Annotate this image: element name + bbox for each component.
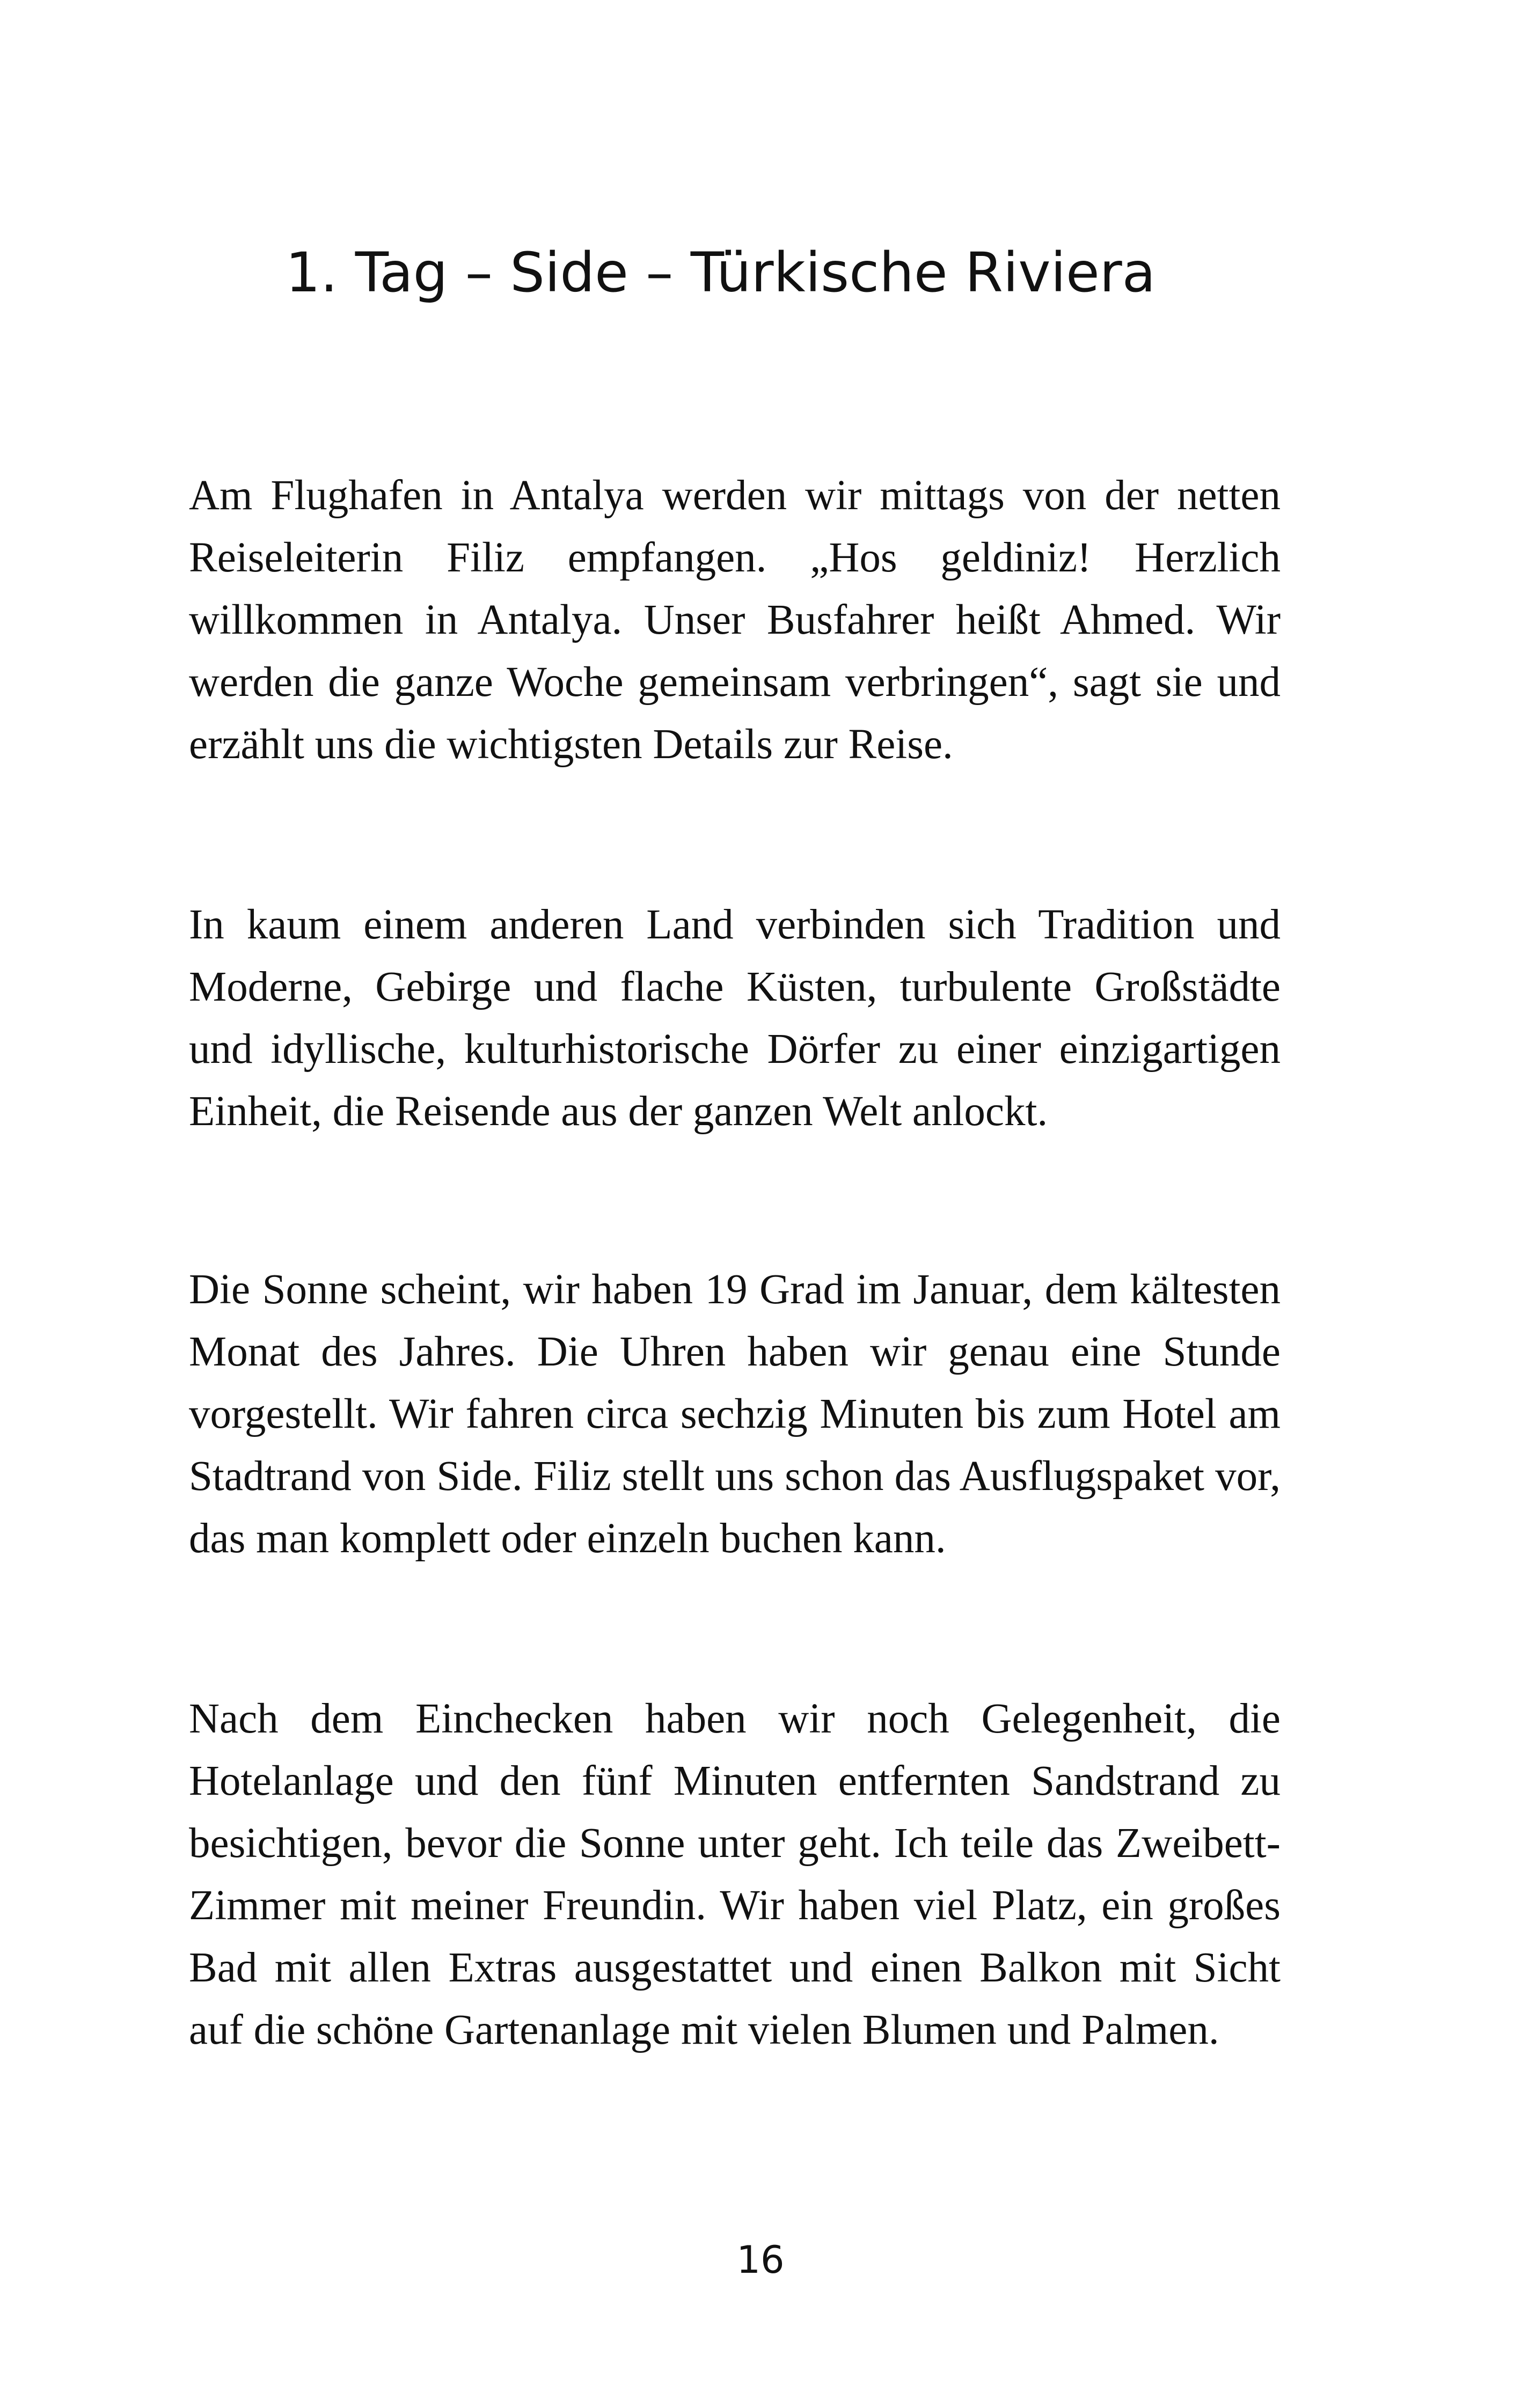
chapter-title: 1. Tag – Side – Türkische Riviera — [286, 241, 1156, 305]
paragraph-1 — [189, 465, 1281, 776]
paragraph-text: Nach dem Einchecken haben wir noch Gelegenheit, die Hotelanlage und den fünf Minuten entfernten Sandstrand zu besichtigen, bevor die Sonne unter geht. Ich teile das Zweibett-Zimmer mit meiner Freundin. Wir haben viel Platz, ein großes Bad mit allen Extras ausgestattet und einen Balkon mit Sicht auf die schöne Gartenanlage mit vielen Blumen und Palmen. — [189, 1695, 1281, 2053]
page-number: 16 — [736, 2238, 785, 2282]
paragraph-4 — [189, 1688, 1281, 2061]
paragraph-3 — [189, 1259, 1281, 1570]
paragraph-text: Am Flughafen in Antalya werden wir mittags von der netten Reiseleiterin Filiz empfangen. „Hos geldiniz! Herzlich willkommen in Antalya. Unser Busfahrer heißt Ahmed. Wir werden die ganze Woche gemeinsam verbringen“, sagt sie und erzählt uns die wichtigsten Details zur Reise. — [189, 472, 1281, 768]
paragraph-text: In kaum einem anderen Land verbinden sich Tradition und Moderne, Gebirge und flache Küsten, turbulente Großstädte und idyllische, kulturhistorische Dörfer zu einer einzigartigen Einheit, die Reisende aus der ganzen Welt anlockt. — [189, 901, 1281, 1135]
paragraph-text: Die Sonne scheint, wir haben 19 Grad im Januar, dem kältesten Monat des Jahres. Die Uhren haben wir genau eine Stunde vorgestellt. Wir fahren circa sechzig Minuten bis zum Hotel am Stadtrand von Side. Filiz stellt uns schon das Ausflugspaket vor, das man komplett oder einzeln buchen kann. — [189, 1266, 1281, 1562]
paragraph-2 — [189, 894, 1281, 1143]
